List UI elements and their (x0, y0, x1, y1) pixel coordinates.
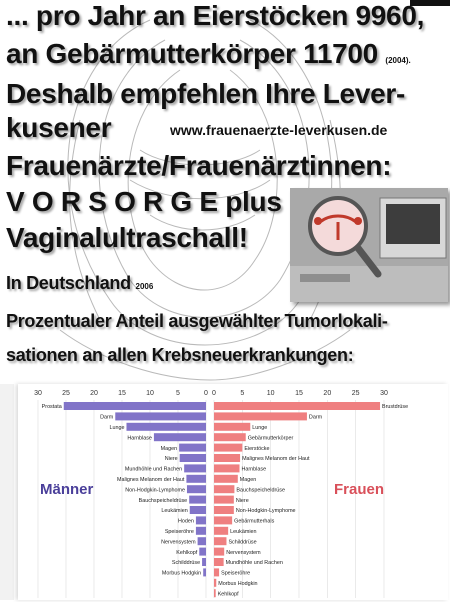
category-label-male: Hoden (178, 518, 194, 525)
bar-male (189, 496, 206, 504)
cancer-incidence-chart (18, 384, 448, 600)
category-label-female: Harnblase (241, 466, 267, 473)
bar-male (198, 537, 206, 545)
bar-male (115, 412, 206, 420)
category-label-male: Bauchspeicheldrüse (138, 497, 188, 504)
category-label-male: Kehlkopf (176, 549, 198, 556)
category-label-male: Non-Hodgkin-Lymphome (125, 487, 185, 494)
chart-subtitle-line-2: sationen an allen Krebsneuerkrankungen: (6, 345, 354, 365)
category-label-male: Darm (100, 414, 114, 421)
bar-male (203, 568, 206, 576)
category-label-male: Lunge (109, 425, 125, 431)
heading-line-4: kusener (6, 112, 112, 143)
category-label-male: Magen (160, 445, 178, 452)
tick-label-female: 30 (380, 390, 388, 397)
female-series (214, 402, 408, 597)
tick-label-male: 5 (176, 390, 180, 397)
bar-male (202, 558, 206, 566)
tick-label-male: 30 (34, 390, 42, 397)
bar-female (214, 464, 240, 472)
tick-label-male: 20 (90, 390, 98, 397)
category-label-male: Niere (164, 456, 178, 463)
bar-female (214, 496, 234, 504)
axis-ticks (34, 390, 388, 397)
bar-male (190, 506, 206, 514)
category-label-female: Mundhöhle und Rachen (225, 560, 283, 567)
bar-male (64, 402, 206, 410)
bar-male (187, 485, 206, 493)
bar-female (214, 558, 224, 566)
category-label-male: Harnblase (127, 435, 152, 442)
legend-male: Männer (40, 481, 94, 498)
bar-female (214, 537, 226, 545)
bar-female (214, 402, 380, 410)
category-label-male: Prostata (41, 404, 62, 411)
bar-male (154, 433, 206, 441)
bar-female (214, 433, 246, 441)
legend-female: Frauen (334, 481, 385, 498)
bar-male (180, 454, 206, 462)
category-label-female: Brustdrüse (382, 404, 409, 411)
bar-female (214, 548, 224, 556)
bar-female (214, 475, 238, 483)
heading-line-1: ... pro Jahr an Eierstöcken 9960, (6, 0, 425, 31)
heading-line-2: an Gebärmutterkörper 11700 (2004). (6, 38, 411, 69)
category-label-male: Leukämien (161, 508, 188, 515)
bar-female (214, 527, 228, 535)
category-label-female: Lunge (252, 425, 268, 431)
category-label-female: Kehlkopf (217, 591, 239, 598)
category-label-female: Niere (235, 497, 249, 504)
category-label-male: Speiseröhre (164, 529, 194, 535)
tick-label-female: 20 (323, 390, 332, 397)
tick-label-male: 15 (118, 390, 126, 397)
grid (38, 400, 384, 598)
category-label-male: Morbus Hodgkin (161, 570, 202, 577)
category-label-female: Gebärmutterhals (234, 518, 275, 525)
bar-female (214, 568, 219, 576)
tick-label-female: 0 (212, 390, 216, 397)
heading-line-3: Deshalb empfehlen Ihre Lever- (6, 78, 405, 109)
heading-line-6: V O R S O R G E plus (6, 186, 282, 217)
bar-male (199, 548, 206, 556)
category-label-male: Nervensystem (161, 539, 196, 546)
region-label: In Deutschland 2006 (6, 273, 154, 293)
bar-male (179, 444, 206, 452)
tick-label-female: 10 (266, 390, 275, 397)
bar-female (214, 454, 240, 462)
bar-male (196, 527, 206, 535)
bar-female (214, 423, 250, 431)
ultrasound-illustration (290, 188, 448, 302)
bar-female (214, 444, 242, 452)
bar-female (214, 579, 216, 587)
category-label-male: Schilddrüse (171, 560, 201, 567)
tick-label-male: 25 (62, 390, 70, 397)
heading-year: (2004). (385, 56, 411, 65)
tick-label-female: 5 (240, 390, 245, 397)
category-label-female: Darm (308, 414, 323, 421)
category-label-female: Leukämien (230, 529, 257, 535)
bar-female (214, 589, 216, 597)
bar-female (214, 506, 234, 514)
category-label-female: Bauchspeicheldrüse (236, 487, 285, 494)
bar-male (196, 516, 206, 524)
category-label-male: Mundhöhle und Rachen (124, 466, 183, 473)
category-label-female: Schilddrüse (228, 539, 257, 546)
side-strip (0, 384, 14, 600)
bar-female (214, 516, 232, 524)
category-label-female: Gebärmutterkörper (247, 435, 294, 442)
heading-line-5: Frauenärzte/Frauenärztinnen: (6, 150, 392, 181)
tick-label-female: 25 (351, 390, 360, 397)
heading-line-7: Vaginalultraschall! (6, 222, 248, 253)
tick-label-female: 15 (295, 390, 303, 397)
category-label-female: Magen (239, 477, 257, 483)
category-label-female: Malignes Melanom der Haut (242, 456, 310, 463)
region-year: 2006 (135, 282, 154, 291)
bar-male (126, 423, 206, 431)
bar-male (184, 464, 206, 472)
ultrasound-photo (290, 188, 448, 302)
category-label-female: Morbus Hodgkin (218, 581, 258, 587)
chart-subtitle-line-1: Prozentualer Anteil ausgewählter Tumorlokali- (6, 311, 388, 331)
category-label-female: Speiseröhre (221, 570, 251, 577)
website-link[interactable]: www.frauenaerzte-leverkusen.de (170, 122, 388, 138)
category-label-female: Eierstöcke (244, 445, 270, 452)
category-label-female: Nervensystem (226, 549, 261, 556)
bar-female (214, 485, 234, 493)
bar-male (186, 475, 206, 483)
tick-label-male: 0 (204, 390, 208, 397)
category-label-female: Non-Hodgkin-Lymphome (235, 508, 296, 515)
category-label-male: Malignes Melanom der Haut (116, 477, 185, 483)
bar-female (214, 412, 307, 420)
tick-label-male: 10 (146, 390, 154, 397)
